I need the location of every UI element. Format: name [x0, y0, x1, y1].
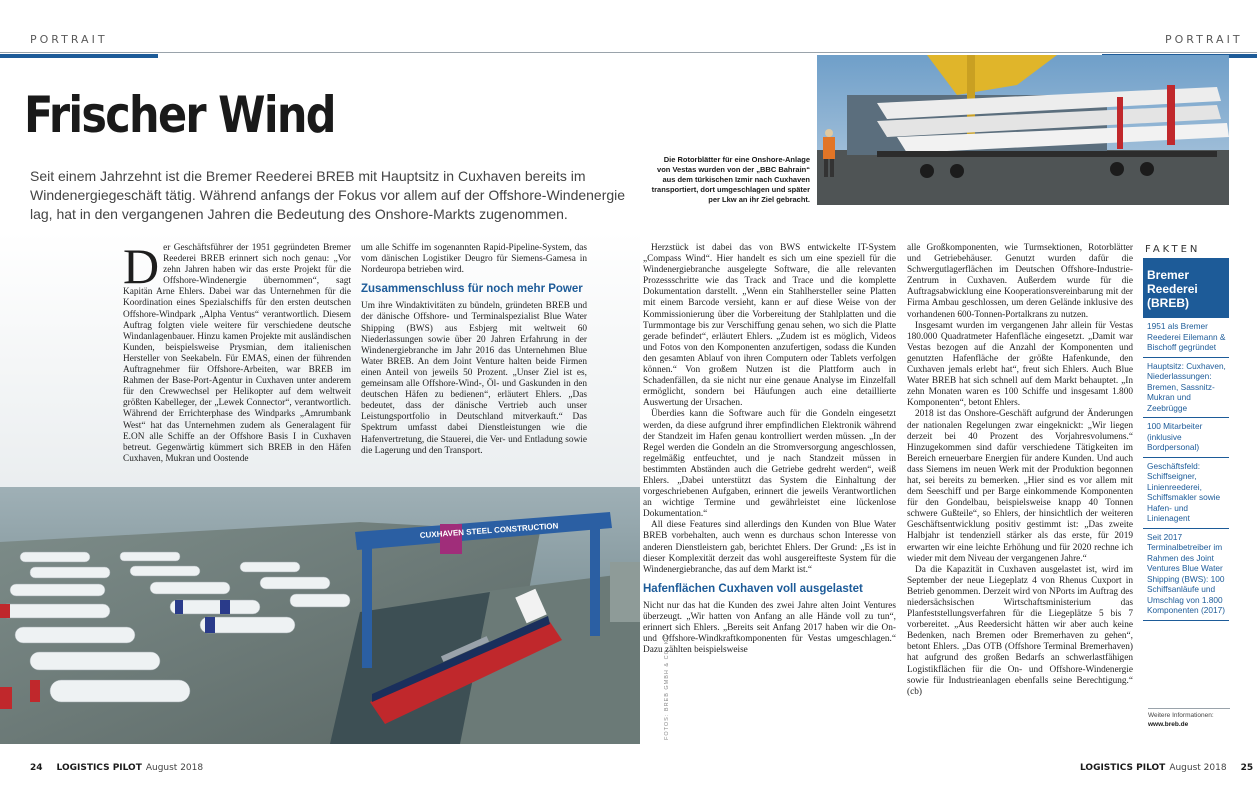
column-1-text: er Geschäftsführer der 1951 gegründeten Bremer Reederei BREB erinnert sich noch genau: „Vor zehn Jahren haben wir das erste Projekt für die Offshore-Windenergie übernommen“, sagt Kapitän Arne Ehlers. Dabei war das Unternehmen für die Koordination eines Spezialschiffs für den ersten deutschen Offshore-Windpark „Alpha Ventus“ verantwortlich. Diesem Auftrag folgten viele weitere für verschiedene deutsche Windanlagenbauer. Hinzu kamen Projekte mit ausländischen Kunden, beispielsweise Prysmian, dem italienischen Hersteller von Seekabeln. Für EMAS, einen der führenden Auftragnehmer für Offshore-Arbeiten, war BREB im Rahmen der Base-Port-Agentur in Cuxhaven unter anderem für den Crewwechsel per Helikopter auf dem weltweit größten Kabelleger, der „Lewek Connector“, verantwortlich. Während der Errichterphase des Windparks „Amrumbank West“ hat das Unternehmen zudem als Generalagent für E.ON alle Schiffe an der Offshore Basis I in Cuxhaven betreut. Gegenwärtig kümmert sich BREB in den Häfen Cuxhaven, Mukran und Oostende — [123, 243, 351, 464]
article-column-3 — [643, 243, 896, 753]
page-title: Frischer Wind — [24, 86, 335, 144]
column-4-paragraph-1: alle Großkomponenten, wie Turmsektionen, Rotorblätter und Getriebehäuser. Genutzt wurden dafür die Schwergutlagerflächen im Deutschen Offshore-Industrie-Zentrum in Cuxhaven. Außerdem wurde für die Auftragsabwicklung eine Kooperationsvereinbarung mit der Firma Ambau geschlossen, um deren Gelände inklusive des vorhandenen 600-Tonnen-Portalkrans zu nutzen. — [907, 243, 1133, 320]
column-3-paragraph-3: All diese Features sind allerdings den Kunden von Blue Water BREB vorbehalten, auch wenn es durchaus schon Interesse von anderen Dienstleistern gab, berichtet Ehlers. Der Grund: „Es ist in dieser Komplexität derzeit das wohl ausgereifteste System für die Windenergiebranche, das auf dem Markt ist.“ — [643, 520, 896, 575]
drop-cap: D — [123, 243, 160, 294]
facts-box — [1143, 258, 1229, 621]
column-3-paragraph-1: Herzstück ist dabei das von BWS entwickelte IT-System „Compass Wind“. Hier handelt es sich um eine speziell für die Windenergiebranche ausgelegte Software, die alle relevanten Prozessschritte wie das Track and Trace und die komplette Dokumentation darstellt. „Wenn ein Stahlhersteller seine Platten mit einem Barcode versieht, kann er auf diese Weise von der Kommissionierung über die Vorbereitung der Stahlplatten und die Turmmontage bis zur Verschiffung genau sehen, wo sich die Platte gerade befindet“, erläutert Ehlers. „Zudem ist es möglich, Videos und Fotos von den Komponenten anzufertigen, sodass die Kunden den gesamten Ablauf von ihren Computern oder Tablets verfolgen können.“ Von großem Nutzen ist die Plattform auch in Schadenfällen, da sie nicht nur eine genaue Analyse im Einzelfall ermöglicht, sondern bei Häufungen auch eine detaillierte Auswertung der Ursachen. — [643, 243, 896, 409]
column-4-paragraph-3: 2018 ist das Onshore-Geschäft aufgrund der Änderungen der nationalen Regelungen zwar eingeknickt: „Wir liegen derzeit bei 40 Prozent des Vorjahresvolumens.“ Hinzugekommen sind dafür verschiedene Tätigkeiten im Bereich erneuerbare Energien für andere Kunden. Und auch dass Siemens im neuen Werk mit der Produktion begonnen hat, sei bereits zu bemerken. „Hier sind es vor allem mit dem Seeschiff und per Barge einkommende Komponenten für den Gondelbau, beispielsweise knapp 40 Tonnen schwere Gußteile“, so Ehlers, der hinsichtlich der weiteren Geschäftsentwicklung positiv gestimmt ist: „Das zweite Halbjahr ist tendenziell stärker als das erste, für 2019 erwarten wir eine leichte Erhöhung und für 2020 rechne ich wieder mit dem Niveau der vergangenen Jahre.“ — [907, 409, 1133, 564]
lead-paragraph: Seit einem Jahrzehnt ist die Bremer Reederei BREB mit Hauptsitz in Cuxhaven bereits im Windenergiegeschäft tätig. Während anfangs der Fokus vor allem auf der Offshore-Windenergie lag, hat in den vergangenen Jahren die Bedeutung des Onshore-Markts zugenommen. — [30, 168, 626, 222]
column-2-paragraph: Um ihre Windaktivitäten zu bündeln, gründeten BREB und der dänische Offshore- und Terminalspezialist Blue Water Shipping (BWS) aus Esbjerg mit weltweit 60 Niederlassungen sowie über 20 Jahren Erfahrung in der Windenergiebranche im Jahr 2016 das Unternehmen Blue Water BREB. An dem Joint Venture halten beide Firmen einen Anteil von jeweils 50 Prozent. „Unser Ziel ist es, gemeinsam alle Offshore-Wind-, Öl- und Gaskunden in den deutschen Häfen zu bedienen“, erläutert Ehlers. „Das bedeutet, dass der dänische Vertrieb auch unser Leistungsportfolio in Deutschland mitverkauft.“ Das Spektrum umfasst dabei Dienstleistungen wie die Hafenvertretung, die Stauerei, die Ver- und Entladung sowie die Lagerung und den Transport. — [361, 301, 587, 456]
article-column-2 — [361, 243, 587, 513]
more-info-label: Weitere Informationen: — [1148, 712, 1214, 719]
article-column-4 — [907, 243, 1133, 753]
column-3-paragraph-4: Nicht nur das hat die Kunden des zwei Jahre alten Joint Ventures überzeugt. „Wir hatten von Anfang an alle Hände voll zu tun“, erinnert sich Ehlers. „Bereits seit Anfang 2017 haben wir die On- und Offshore-Windkraftkomponenten für Vestas umgeschlagen.“ Dazu zählten beispielsweise — [643, 600, 896, 656]
facts-item-terminal: Seit 2017 Terminalbetreiber im Rahmen des Joint Ventures Blue Water Shipping (BWS): 100 Schiffsanläufe und Umschlag von 1.800 Komponenten (2017) — [1143, 529, 1229, 621]
subhead-hafenflaechen: Hafenflächen Cuxhaven voll ausgelastet — [643, 582, 863, 595]
subhead-zusammenschluss: Zusammenschluss für noch mehr Power — [361, 283, 583, 296]
column-2-intro: um alle Schiffe im sogenannten Rapid-Pipeline-System, das vom dänischen Logistiker Deugro für Siemens-Gamesa in Nordeuropa betrieben wird. — [361, 243, 587, 276]
column-4-paragraph-4 — [907, 565, 1133, 698]
header-rule — [0, 52, 1257, 53]
crane-sign-text: CUXHAVEN STEEL CONSTRUCTION — [419, 521, 559, 540]
facts-label: FAKTEN — [1145, 244, 1201, 255]
footer-brand-right: LOGISTICS PILOT — [1080, 763, 1166, 773]
footer-brand-left: LOGISTICS PILOT — [56, 763, 142, 773]
facts-item-founded: 1951 als Bremer Reederei Eilemann & Bischoff gegründet — [1143, 318, 1229, 358]
article-column-1 — [123, 243, 351, 473]
facts-item-employees: 100 Mitarbeiter (inklusive Bordpersonal) — [1143, 418, 1229, 458]
section-label-right: PORTRAIT — [1165, 33, 1243, 46]
photo-caption: Die Rotorblätter für eine Onshore-Anlage von Vestas wurden von der „BBC Bahrain“ aus dem türkischen Izmir nach Cuxhaven transportiert, dort umgeschlagen und später per Lkw an ihr Ziel gebracht. — [651, 155, 810, 204]
more-info-link[interactable]: www.breb.de — [1148, 720, 1189, 728]
footer-issue-left: August 2018 — [145, 763, 204, 773]
section-label-left: PORTRAIT — [30, 33, 108, 46]
page-number-right: 25 — [1240, 763, 1254, 773]
footer-right — [1080, 763, 1253, 773]
footer-issue-right: August 2018 — [1169, 763, 1227, 773]
header-accent-left — [0, 54, 158, 58]
footer-left — [30, 763, 203, 773]
column-4-paragraph-2: Insgesamt wurden im vergangenen Jahr allein für Vestas 180.000 Quadratmeter Hafenfläche eingesetzt. „Damit war Vestas bezogen auf die Anzahl der Komponenten und genutzten Hafenfläche der größte Hafenkunde, den Cuxhaven jemals erlebt hat“, freut sich Ehlers. Auch Blue Water BREB hat sich schnell auf dem Markt behauptet. „In zehn Monaten waren es 100 Schiffe und insgesamt 1.800 Komponenten“, betont Ehlers. — [907, 320, 1133, 409]
more-info-rule — [1148, 708, 1230, 709]
more-info — [1148, 712, 1234, 729]
rotor-blade-photo — [817, 55, 1229, 205]
author-signature: (cb) — [907, 686, 922, 697]
page-number-left: 24 — [30, 763, 43, 773]
photo-credit: FOTOS: BREB GMBH & CO. KG — [664, 634, 670, 740]
column-3-paragraph-2: Überdies kann die Software auch für die Gondeln eingesetzt werden, da diese aufgrund ihrer empfindlichen Elektronik während der Standzeit im Hafen genau kontrolliert werden müssen. „In der Regel werden die Gondeln an die Stromversorgung angeschlossen, regelmäßig entfeuchtet, und je nach Standzeit müssen in bestimmten Abständen auch die Getriebe gedreht werden“, weiß Ehlers. „Dabei unterstützt das System die Einhaltung der vorgeschriebenen Aufgaben, erinnert die jeweils Verantwortlichen an wichtige Termine und gewährleistet eine lückenlose Dokumentation.“ — [643, 409, 896, 520]
facts-item-business: Geschäftsfeld: Schiffseigner, Linienreederei, Schiffsmakler sowie Hafen- und Linienagent — [1143, 458, 1229, 529]
column-4-paragraph-4-text: Da die Kapazität in Cuxhaven ausgelastet ist, wird im September der neue Liegeplatz 4 von Rhenus Cuxport in Betrieb genommen. Derzeit wird von NPorts im Auftrag des niedersächsischen Wirtschaftsministerium das Planfeststellungsverfahren für die Liegeplätze 5 bis 7 vorbereitet. „Aus Reedersicht hätten wir aber auch keine Bedenken, nach Bremen oder Bremerhaven zu gehen“, betont Ehlers. „Das OTB (Offshore Terminal Bremerhaven) hat aufgrund des großen Bedarfs an schwerlastfähigen Logistikflächen für die On- und Offshore-Windenergie sowie für Industrieanlagen ebenfalls seine Berechtigung.“ — [907, 564, 1133, 686]
facts-heading: Bremer Reederei (BREB) — [1143, 258, 1229, 318]
facts-item-locations: Hauptsitz: Cuxhaven, Niederlassungen: Bremen, Sassnitz-Mukran und Zeebrügge — [1143, 358, 1229, 419]
